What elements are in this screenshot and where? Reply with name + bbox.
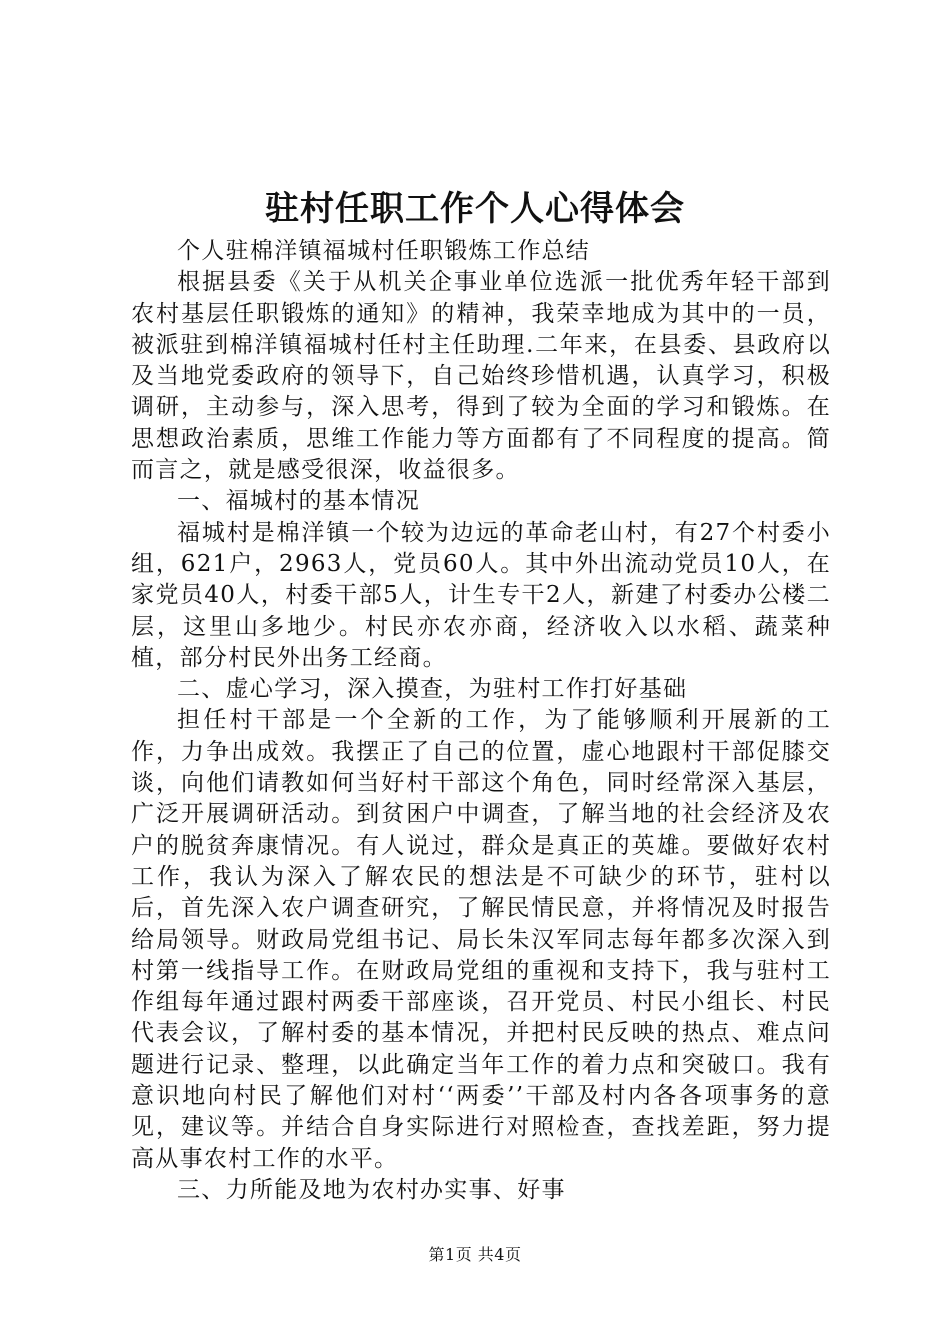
section-heading-3: 三、力所能及地为农村办实事、好事	[177, 1176, 566, 1203]
section-1-paragraph: 福城村是棉洋镇一个较为边远的革命老山村，有27个村委小组，621户，2963人，党员60人。其中外出流动党员10人，在家党员40人，村委干部5人，计生专干2人，新建了村委办公楼二层，这里山多地少。村民亦农亦商，经济收入以水稻、蔬菜种植，部分村民外出务工经商。	[131, 519, 831, 671]
section-heading-1: 一、福城村的基本情况	[177, 488, 420, 515]
page-footer: 第1页 共4页	[428, 1245, 522, 1264]
intro-paragraph: 根据县委《关于从机关企事业单位选派一批优秀年轻干部到农村基层任职锻炼的通知》的精神，我荣幸地成为其中的一员，被派驻到棉洋镇福城村任村主任助理.二年来，在县委、县政府以及当地党委政府的领导下，自己始终珍惜机遇，认真学习，积极调研，主动参与，深入思考，得到了较为全面的学习和锻炼。在思想政治素质，思维工作能力等方面都有了不同程度的提高。简而言之，就是感受很深，收益很多。	[131, 269, 831, 484]
document-title: 驻村任职工作个人心得体会	[265, 189, 685, 229]
subtitle-paragraph: 个人驻棉洋镇福城村任职锻炼工作总结	[177, 238, 591, 264]
document-body	[131, 236, 831, 1206]
section-2-paragraph: 担任村干部是一个全新的工作，为了能够顺利开展新的工作，力争出成效。我摆正了自己的位置，虚心地跟村干部促膝交谈，向他们请教如何当好村干部这个角色，同时经常深入基层，广泛开展调研活动。到贫困户中调查，了解当地的社会经济及农户的脱贫奔康情况。有人说过，群众是真正的英雄。要做好农村工作，我认为深入了解农民的想法是不可缺少的环节，驻村以后，首先深入农户调查研究，了解民情民意，并将情况及时报告给局领导。财政局党组书记、局长朱汉军同志每年都多次深入到村第一线指导工作。在财政局党组的重视和支持下，我与驻村工作组每年通过跟村两委干部座谈，召开党员、村民小组长、村民代表会议，了解村委的基本情况，并把村民反映的热点、难点问题进行记录、整理，以此确定当年工作的着力点和突破口。我有意识地向村民了解他们对村‘‘两委’’干部及村内各各项事务的意见，建议等。并结合自身实际进行对照检查，查找差距，努力提高从事农村工作的水平。	[131, 707, 831, 1172]
section-heading-2: 二、虚心学习，深入摸查，为驻村工作打好基础	[177, 676, 688, 703]
